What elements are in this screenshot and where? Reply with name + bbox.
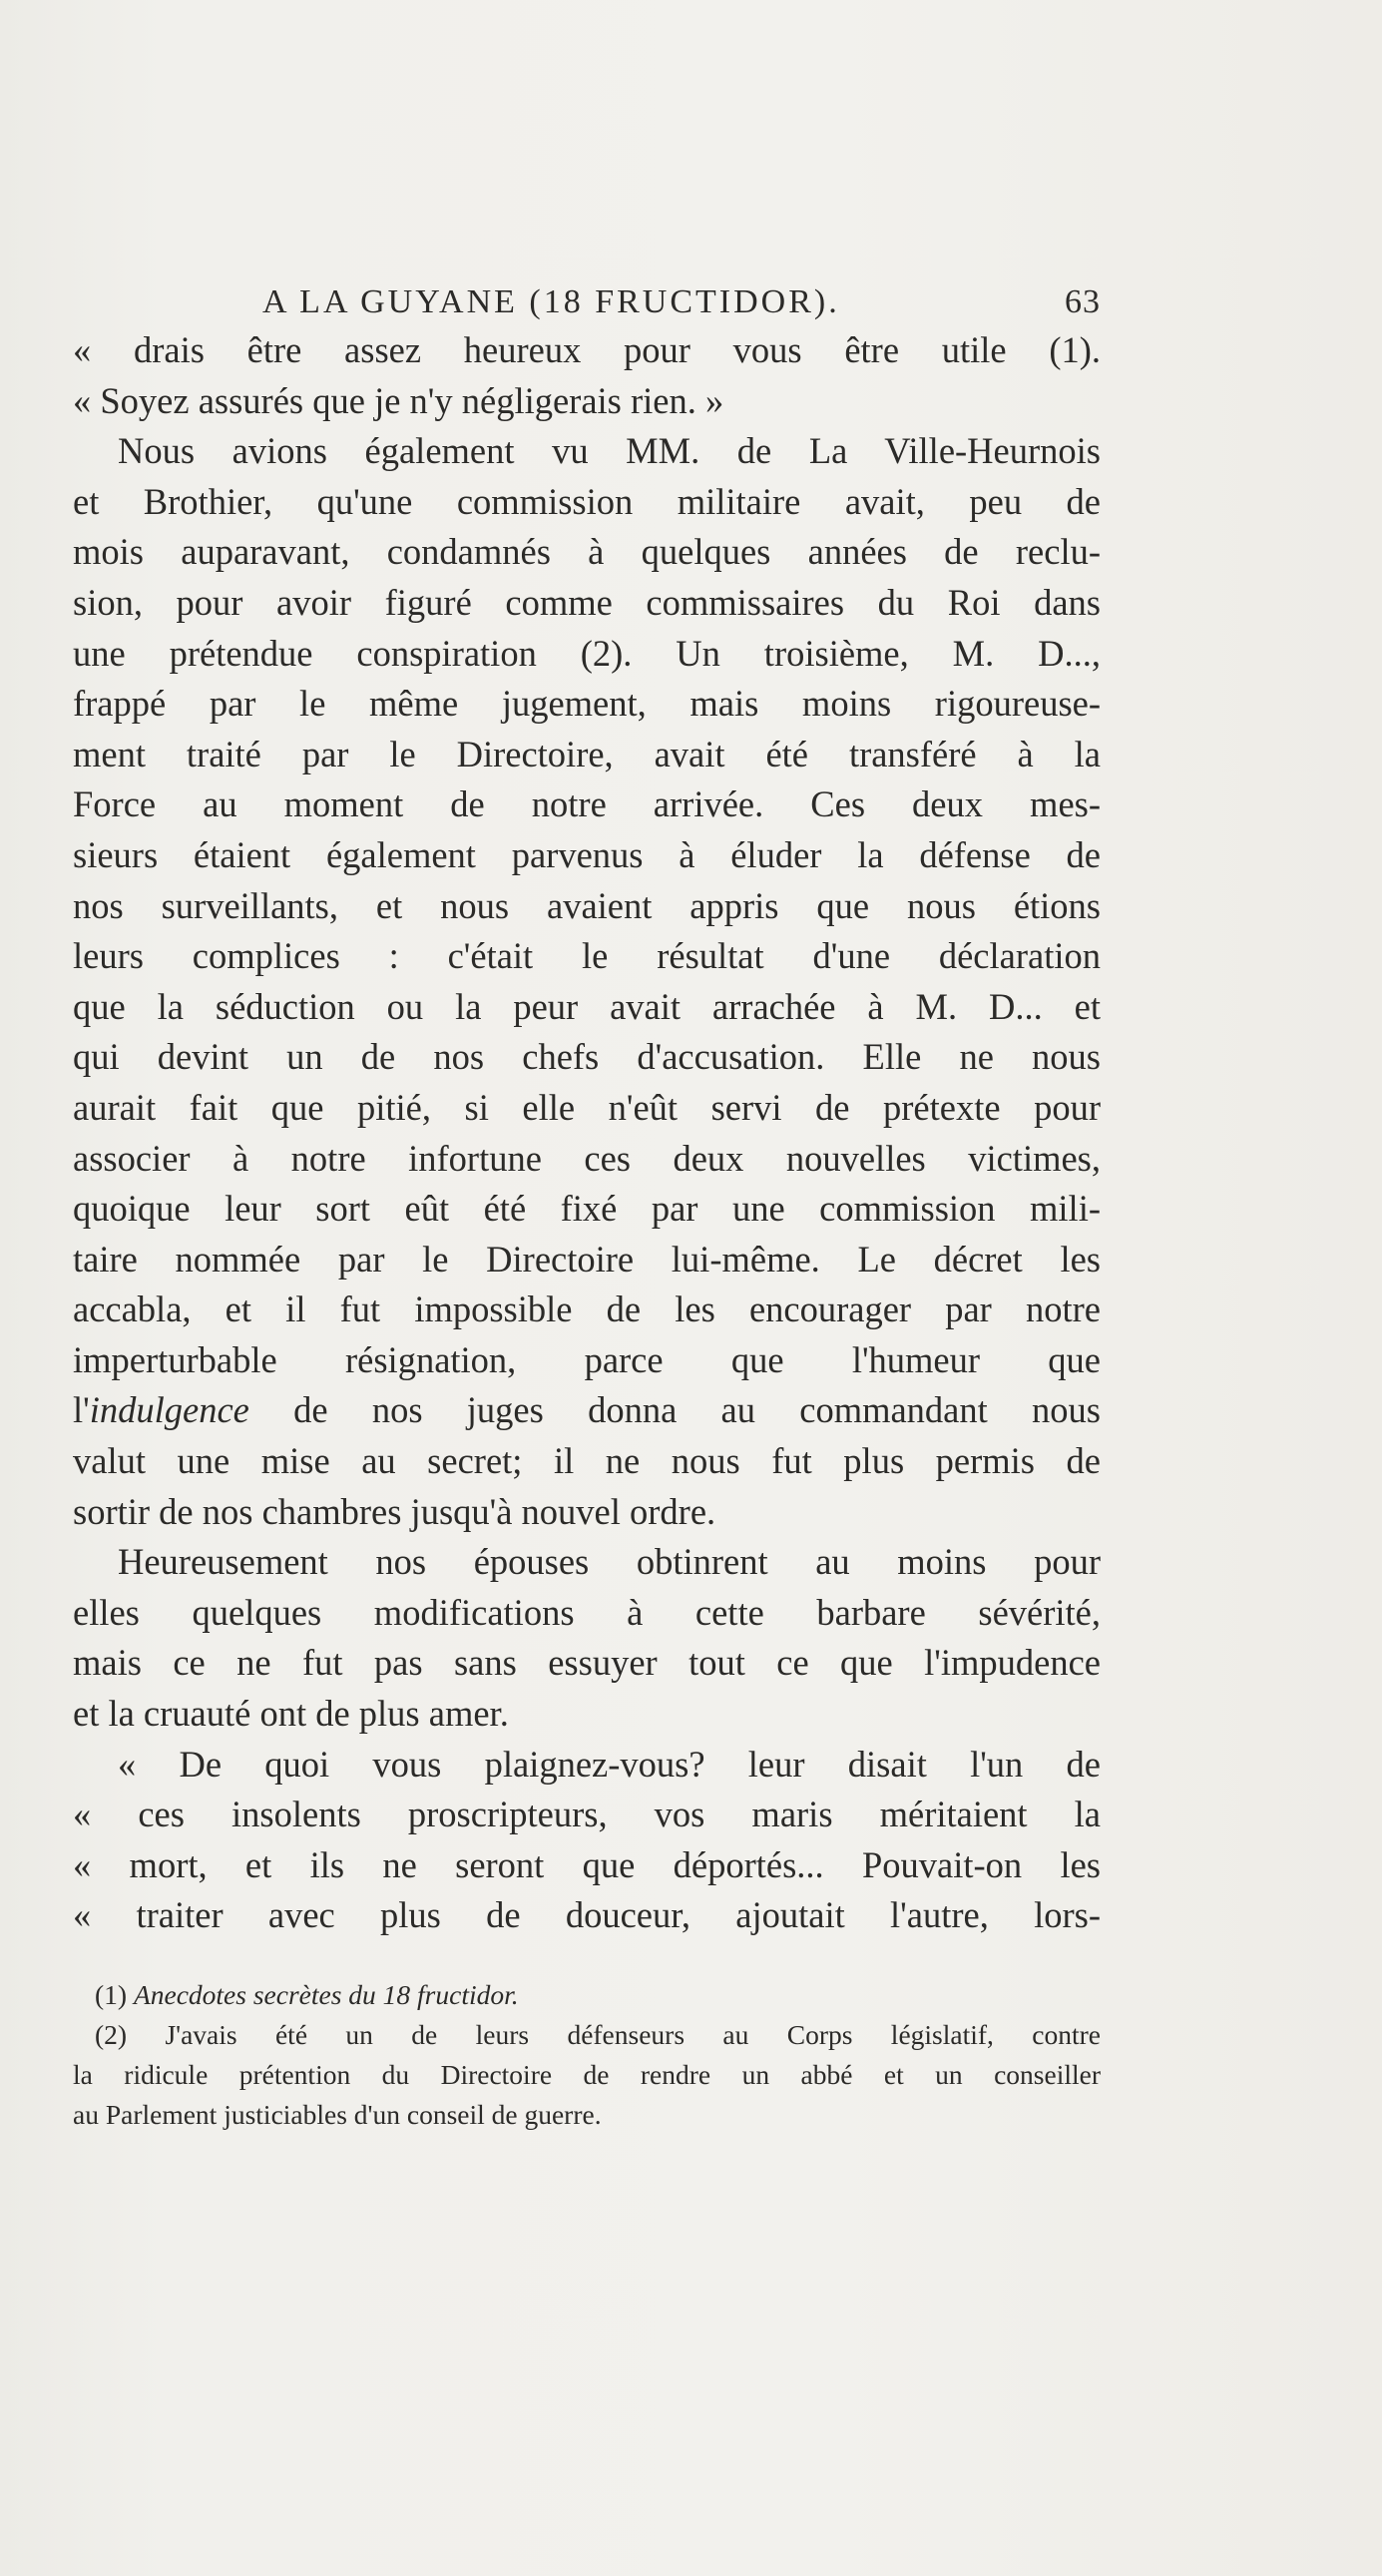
footnote-2-line: la ridicule prétention du Directoire de rendre un abbé et un conseiller xyxy=(73,2059,1101,2090)
text-line: sortir de nos chambres jusqu'à nouvel ordre. xyxy=(73,1490,716,1532)
text-line: une prétendue conspiration (2). Un troisième, M. D..., xyxy=(73,632,1101,674)
text-line: valut une mise au secret; il ne nous fut plus permis de xyxy=(73,1440,1101,1482)
text-line: « mort, et ils ne seront que déportés... Pouvait-on les xyxy=(73,1843,1101,1885)
text-line: sion, pour avoir figuré comme commissaires du Roi dans xyxy=(73,581,1101,623)
text-line: et la cruauté ont de plus amer. xyxy=(73,1693,509,1735)
footnote-1-text: Anecdotes secrètes du 18 fructidor. xyxy=(133,1979,519,2010)
text-line: « ces insolents proscripteurs, vos maris méritaient la xyxy=(73,1794,1101,1835)
text-line: Nous avions également vu MM. de La Ville-Heurnois xyxy=(118,430,1101,472)
text-line: « Soyez assurés que je n'y négligerais rien. » xyxy=(73,379,724,421)
text-line: leurs complices : c'était le résultat d'une déclaration xyxy=(73,935,1101,977)
text-line: mais ce ne fut pas sans essuyer tout ce que l'impudence xyxy=(73,1642,1101,1684)
text-line: que la séduction ou la peur avait arrachée à M. D... et xyxy=(73,985,1101,1027)
running-head: A LA GUYANE (18 FRUCTIDOR). xyxy=(262,283,840,320)
footnotes xyxy=(73,1975,1101,2135)
text-line: taire nommée par le Directoire lui-même. Le décret les xyxy=(73,1238,1101,1280)
footnote-1 xyxy=(73,1975,1101,2015)
text-line: « De quoi vous plaignez-vous? leur disait l'un de xyxy=(118,1743,1101,1785)
text-line: accabla, et il fut impossible de les encourager par notre xyxy=(73,1288,1101,1330)
text-line: mois auparavant, condamnés à quelques années de reclu- xyxy=(73,531,1101,573)
text-line: ment traité par le Directoire, avait été transféré à la xyxy=(73,733,1101,774)
page-header xyxy=(73,281,1101,323)
text-line: imperturbable résignation, parce que l'humeur que xyxy=(73,1338,1101,1380)
italic-word: indulgence xyxy=(89,1389,249,1431)
text-line: sieurs étaient également parvenus à éluder la défense de xyxy=(73,833,1101,875)
text-line: qui devint un de nos chefs d'accusation. Elle ne nous xyxy=(73,1036,1101,1078)
body-text xyxy=(73,325,1101,1941)
footnote-2-line: au Parlement justiciables d'un conseil de guerre. xyxy=(73,2099,602,2130)
page-number: 63 xyxy=(1065,283,1101,320)
text-line: frappé par le même jugement, mais moins rigoureuse- xyxy=(73,683,1101,725)
text-line: Heureusement nos épouses obtinrent au moins pour xyxy=(118,1541,1101,1583)
text-block xyxy=(73,281,1101,2135)
text-line: Force au moment de notre arrivée. Ces deux mes- xyxy=(73,783,1101,825)
footnote-1-marker: (1) xyxy=(95,1979,128,2010)
text-line: « traiter avec plus de douceur, ajoutait l'autre, lors- xyxy=(73,1894,1101,1936)
text-line: aurait fait que pitié, si elle n'eût servi de prétexte pour xyxy=(73,1086,1101,1128)
text-line: et Brothier, qu'une commission militaire avait, peu de xyxy=(73,480,1101,522)
text-line: quoique leur sort eût été fixé par une commission mili- xyxy=(73,1188,1101,1230)
text-line: l'indulgence de nos juges donna au commandant nous xyxy=(73,1389,1101,1431)
text-line: nos surveillants, et nous avaient appris que nous étions xyxy=(73,884,1101,926)
text-line: associer à notre infortune ces deux nouvelles victimes, xyxy=(73,1137,1101,1179)
text-line: elles quelques modifications à cette barbare sévérité, xyxy=(73,1591,1101,1633)
text-line: « drais être assez heureux pour vous être utile (1). xyxy=(73,329,1101,370)
footnote-2-line: (2) J'avais été un de leurs défenseurs au Corps législatif, contre xyxy=(95,2019,1101,2050)
